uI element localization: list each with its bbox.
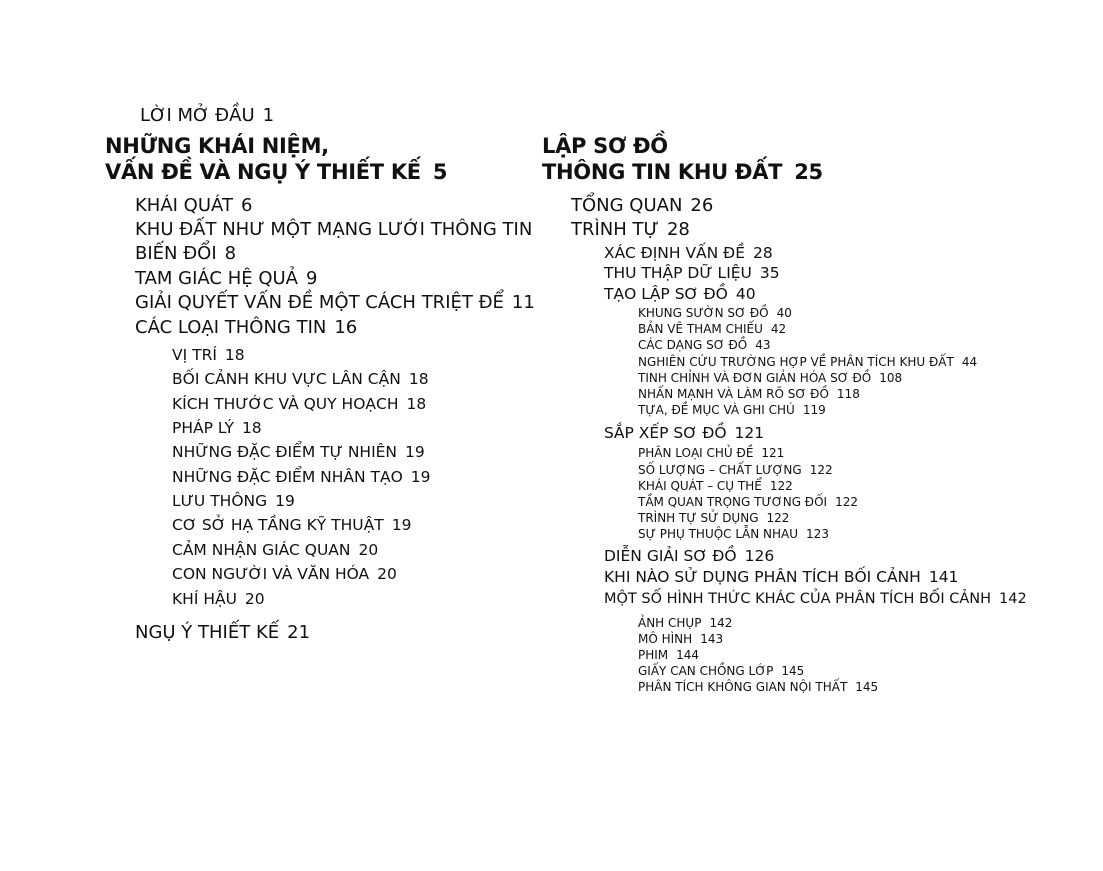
entry-title: TRÌNH TỰ — [571, 219, 659, 240]
entry-page: 119 — [802, 403, 826, 417]
entry-title: KHÍ HẬU — [172, 590, 237, 608]
entry-title: KHUNG SƯỜN SƠ ĐỒ — [638, 306, 769, 320]
toc-entry-subsection — [172, 567, 397, 583]
entry-title: KHU ĐẤT NHƯ MỘT MẠNG LƯỚI THÔNG TIN — [135, 219, 533, 240]
toc-entry-subsection — [604, 592, 1027, 607]
entry-page: 122 — [766, 511, 790, 525]
toc-entry-item — [638, 323, 786, 335]
entry-page: 18 — [408, 370, 429, 388]
chapter-title-line2 — [542, 162, 823, 183]
entry-page: 141 — [928, 568, 959, 586]
entry-page: 121 — [734, 424, 765, 442]
toc-entry-item — [638, 681, 878, 693]
entry-page: 1 — [262, 105, 275, 126]
entry-title: PHÂN TÍCH KHÔNG GIAN NỘI THẤT — [638, 680, 848, 694]
entry-title: CƠ SỞ HẠ TẦNG KỸ THUẬT — [172, 516, 384, 534]
entry-title: GIẤY CAN CHỒNG LỚP — [638, 664, 774, 678]
entry-title: TỔNG QUAN — [571, 195, 683, 216]
chapter-title-line1: LẬP SƠ ĐỒ — [542, 134, 668, 158]
entry-title: SẮP XẾP SƠ ĐỒ — [604, 424, 727, 442]
entry-title: NGỤ Ý THIẾT KẾ — [135, 622, 280, 643]
entry-title: THU THẬP DỮ LIỆU — [604, 264, 752, 282]
toc-entry-section — [135, 294, 535, 312]
toc-entry-section — [135, 319, 357, 337]
entry-page: 126 — [744, 547, 775, 565]
entry-title: TỰA, ĐỀ MỤC VÀ GHI CHÚ — [638, 403, 795, 417]
entry-title: CÁC LOẠI THÔNG TIN — [135, 317, 327, 338]
toc-entry-item — [638, 372, 902, 384]
entry-page: 40 — [776, 306, 792, 320]
toc-entry-item — [638, 649, 699, 661]
toc-entry-subsection — [604, 570, 958, 586]
toc-entry-item — [638, 665, 804, 677]
toc-entry-item — [638, 512, 789, 524]
entry-title: TẠO LẬP SƠ ĐỒ — [604, 285, 728, 303]
toc-entry-item — [638, 356, 977, 368]
entry-title: NHẤN MẠNH VÀ LÀM RÕ SƠ ĐỒ — [638, 387, 829, 401]
toc-entry-subsection — [172, 494, 295, 510]
entry-page: 19 — [405, 443, 425, 461]
entry-title: VỊ TRÍ — [172, 346, 217, 364]
chapter-title: VẤN ĐỀ VÀ NGỤ Ý THIẾT KẾ — [105, 160, 421, 184]
toc-entry-item — [638, 404, 826, 416]
entry-title: ẢNH CHỤP — [638, 616, 702, 630]
entry-page: 21 — [287, 622, 311, 643]
toc-entry-item — [638, 633, 723, 645]
entry-title: BỐI CẢNH KHU VỰC LÂN CẬN — [172, 370, 401, 388]
entry-title: KHÁI QUÁT — [135, 195, 233, 216]
entry-page: 121 — [761, 446, 785, 460]
toc-entry-subsection — [172, 348, 245, 364]
entry-title: XÁC ĐỊNH VẤN ĐỀ — [604, 244, 745, 262]
toc-entry-item — [638, 388, 860, 400]
entry-page: 42 — [770, 322, 787, 336]
chapter-page: 25 — [794, 160, 823, 184]
chapter-title-line1: NHỮNG KHÁI NIỆM, — [105, 134, 329, 158]
toc-entry-item — [638, 528, 829, 540]
entry-title: SỐ LƯỢNG – CHẤT LƯỢNG — [638, 463, 802, 477]
entry-page: 8 — [224, 243, 237, 264]
entry-page: 20 — [244, 590, 265, 608]
entry-title: NGHIÊN CỨU TRƯỜNG HỢP VỀ PHÂN TÍCH KHU ĐẤT — [638, 355, 954, 369]
entry-page: 20 — [358, 541, 379, 559]
toc-entry-subsection — [604, 287, 756, 303]
entry-page: 19 — [410, 468, 431, 486]
chapter-title: THÔNG TIN KHU ĐẤT — [542, 160, 783, 184]
entry-title: BẢN VẼ THAM CHIẾU — [638, 322, 763, 336]
entry-title: CON NGƯỜI VÀ VĂN HÓA — [172, 565, 370, 583]
toc-entry-subsection — [604, 246, 773, 262]
toc-entry-section — [135, 197, 252, 215]
toc-entry-section — [135, 221, 532, 239]
toc-entry-subsection — [604, 266, 780, 282]
toc-entry-item — [638, 339, 771, 351]
toc-entry-section — [135, 624, 310, 642]
entry-title: NHỮNG ĐẶC ĐIỂM TỰ NHIÊN — [172, 443, 398, 461]
entry-title: NHỮNG ĐẶC ĐIỂM NHÂN TẠO — [172, 468, 403, 486]
chapter-page: 5 — [432, 160, 448, 184]
entry-title: MÔ HÌNH — [638, 632, 693, 646]
toc-entry-section — [135, 245, 236, 263]
entry-page: 143 — [700, 632, 724, 646]
toc-entry-subsection — [172, 518, 411, 534]
entry-title: SỰ PHỤ THUỘC LẪN NHAU — [638, 527, 799, 541]
entry-title: KHÁI QUÁT – CỤ THỂ — [638, 479, 762, 493]
entry-title: CẢM NHẬN GIÁC QUAN — [172, 541, 351, 559]
entry-title: BIẾN ĐỔI — [135, 243, 217, 264]
entry-page: 145 — [855, 680, 879, 694]
entry-page: 20 — [377, 565, 397, 583]
entry-page: 40 — [735, 285, 756, 303]
entry-title: CÁC DẠNG SƠ ĐỒ — [638, 338, 748, 352]
entry-page: 122 — [769, 479, 793, 493]
entry-page: 11 — [511, 292, 535, 313]
entry-page: 123 — [806, 527, 829, 541]
toc-entry-subsection — [604, 426, 764, 442]
toc-entry-preface — [140, 107, 274, 125]
entry-title: PHÁP LÝ — [172, 419, 234, 437]
entry-title: PHÂN LOẠI CHỦ ĐỀ — [638, 446, 754, 460]
toc-entry-section — [571, 197, 713, 215]
entry-title: TAM GIÁC HỆ QUẢ — [135, 268, 298, 289]
entry-page: 19 — [275, 492, 295, 510]
entry-title: KHI NÀO SỬ DỤNG PHÂN TÍCH BỐI CẢNH — [604, 568, 921, 586]
toc-entry-subsection — [172, 543, 378, 559]
entry-page: 142 — [709, 616, 733, 630]
entry-page: 122 — [835, 495, 858, 509]
entry-title: LƯU THÔNG — [172, 492, 268, 510]
entry-page: 18 — [406, 395, 427, 413]
entry-page: 28 — [753, 244, 773, 262]
entry-title: DIỄN GIẢI SƠ ĐỒ — [604, 547, 737, 565]
toc-entry-subsection — [172, 592, 265, 608]
toc-entry-item — [638, 307, 792, 319]
toc-entry-subsection — [172, 421, 262, 437]
entry-title: GIẢI QUYẾT VẤN ĐỀ MỘT CÁCH TRIỆT ĐỂ — [135, 292, 504, 313]
toc-entry-item — [638, 464, 833, 476]
entry-page: 6 — [240, 195, 253, 216]
toc-entry-item — [638, 496, 858, 508]
entry-title: LỜI MỞ ĐẦU — [140, 105, 255, 126]
chapter-title-line2 — [105, 162, 447, 183]
toc-entry-subsection — [172, 397, 426, 413]
entry-page: 18 — [241, 419, 262, 437]
entry-page: 142 — [999, 591, 1027, 607]
toc-entry-subsection — [172, 372, 429, 388]
entry-page: 43 — [755, 338, 771, 352]
toc-entry-section — [135, 270, 317, 288]
toc-entry-item — [638, 480, 793, 492]
entry-page: 26 — [690, 195, 714, 216]
toc-entry-subsection — [172, 445, 425, 461]
toc-entry-item — [638, 447, 784, 459]
entry-title: TINH CHỈNH VÀ ĐƠN GIẢN HÓA SƠ ĐỒ — [638, 371, 872, 385]
entry-page: 44 — [961, 355, 978, 369]
entry-page: 145 — [781, 664, 805, 678]
toc-entry-section — [571, 221, 690, 239]
entry-title: MỘT SỐ HÌNH THỨC KHÁC CỦA PHÂN TÍCH BỐI CẢNH — [604, 591, 991, 607]
entry-title: KÍCH THƯỚC VÀ QUY HOẠCH — [172, 395, 399, 413]
toc-entry-subsection — [604, 549, 774, 565]
entry-page: 118 — [836, 387, 860, 401]
entry-page: 9 — [306, 268, 318, 289]
entry-page: 28 — [666, 219, 690, 240]
entry-title: PHIM — [638, 648, 669, 662]
entry-page: 18 — [224, 346, 245, 364]
entry-title: TẦM QUAN TRỌNG TƯƠNG ĐỐI — [638, 495, 828, 509]
entry-page: 122 — [809, 463, 833, 477]
entry-page: 16 — [334, 317, 358, 338]
entry-title: TRÌNH TỰ SỬ DỤNG — [638, 511, 759, 525]
toc-entry-item — [638, 617, 732, 629]
entry-page: 19 — [391, 516, 412, 534]
entry-page: 144 — [676, 648, 700, 662]
entry-page: 108 — [879, 371, 903, 385]
entry-page: 35 — [759, 264, 780, 282]
toc-entry-subsection — [172, 470, 431, 486]
